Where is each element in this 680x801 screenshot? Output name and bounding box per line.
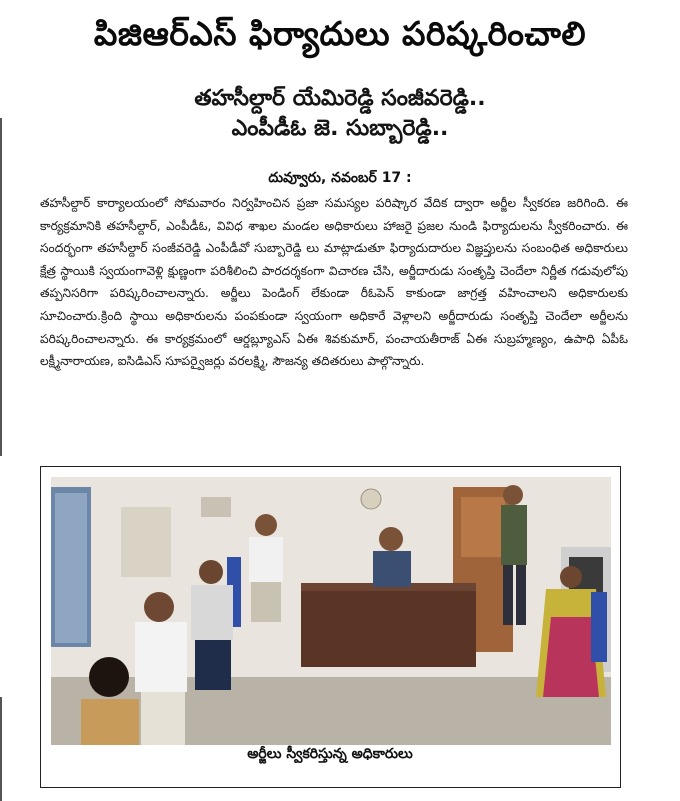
article-body: తహసీల్దార్ కార్యాలయంలో సోమవారం నిర్వహించిన ప్రజా సమస్యల పరిష్కార వేదిక ద్వారా అర్జీల స్వీకరణ జరిగింది. ఈ కార్యక్రమానికి తహసీల్దార్, ఎంపీడీఓ, వివిధ శాఖల మండల అధికారులు హాజరై ప్రజల నుండి ఫిర్యాదులను స్వీకరించారు. ఈ సందర్భంగా తహసీల్దార్ సంజీవరెడ్డి ఎంపీడీవో సుబ్బారెడ్డి లు మాట్లాడుతూ ఫిర్యాదుదారుల విజ్ఞప్తులను సంబంధిత అధికారులు క్షేత్ర స్థాయికి స్వయంగావెళ్లి క్షుణ్ణంగా పరిశీలించి పారదర్శకంగా విచారణ చేసి, అర్జీదారుడు సంతృప్తి చెందేలా నిర్ణీత గడువులోపు తప్పనిసరిగా పరిష్కరించాలన్నారు. అర్జీలు పెండింగ్ లేకుండా రీఓపెన్ కాకుండా జాగ్రత్త వహించాలని అధికారులకు సూచించారు.క్రింది స్థాయి అధికారులను పంపకుండా స్వయంగా అధికారే వెళ్లాలని అర్జీదారుడు సంతృప్తి చెందేలా అర్జీలను పరిష్కరించాలన్నారు. ఈ కార్యక్రమంలో ఆర్డబ్ల్యూఎస్ ఏఈ శివకుమార్, పంచాయతీరాజ్ ఏఈ సుబ్రహ్మణ్యం, ఉపాధి ఏపీఓ లక్ష్మీనారాయణ, ఐసిడిఎస్ సూపర్వైజర్లు వరలక్ష్మి, సౌజన్య తదితరులు పాల్గొన్నారు. bbox=[40, 196, 628, 369]
photo-caption: అర్జీలు స్వీకరిస్తున్న అధికారులు bbox=[247, 746, 413, 762]
subheadline-tahsildar: తహసీల్దార్ యేమిరెడ్డి సంజీవరెడ్డి.. bbox=[194, 86, 486, 111]
adjacent-column-rule-top bbox=[0, 118, 2, 456]
dateline: దువ్వూరు, నవంబర్ 17 : bbox=[268, 170, 412, 186]
subheadline-mpdo: ఎంపీడీఓ జె. సుబ్బారెడ్డి.. bbox=[231, 116, 449, 141]
adjacent-column-rule-bottom bbox=[0, 697, 2, 801]
headline: పిజిఆర్ఎస్ ఫిర్యాదులు పరిష్కరించాలి bbox=[93, 14, 587, 53]
office-meeting-illustration bbox=[51, 477, 611, 745]
news-photo bbox=[51, 477, 611, 745]
photo-frame bbox=[40, 466, 621, 788]
